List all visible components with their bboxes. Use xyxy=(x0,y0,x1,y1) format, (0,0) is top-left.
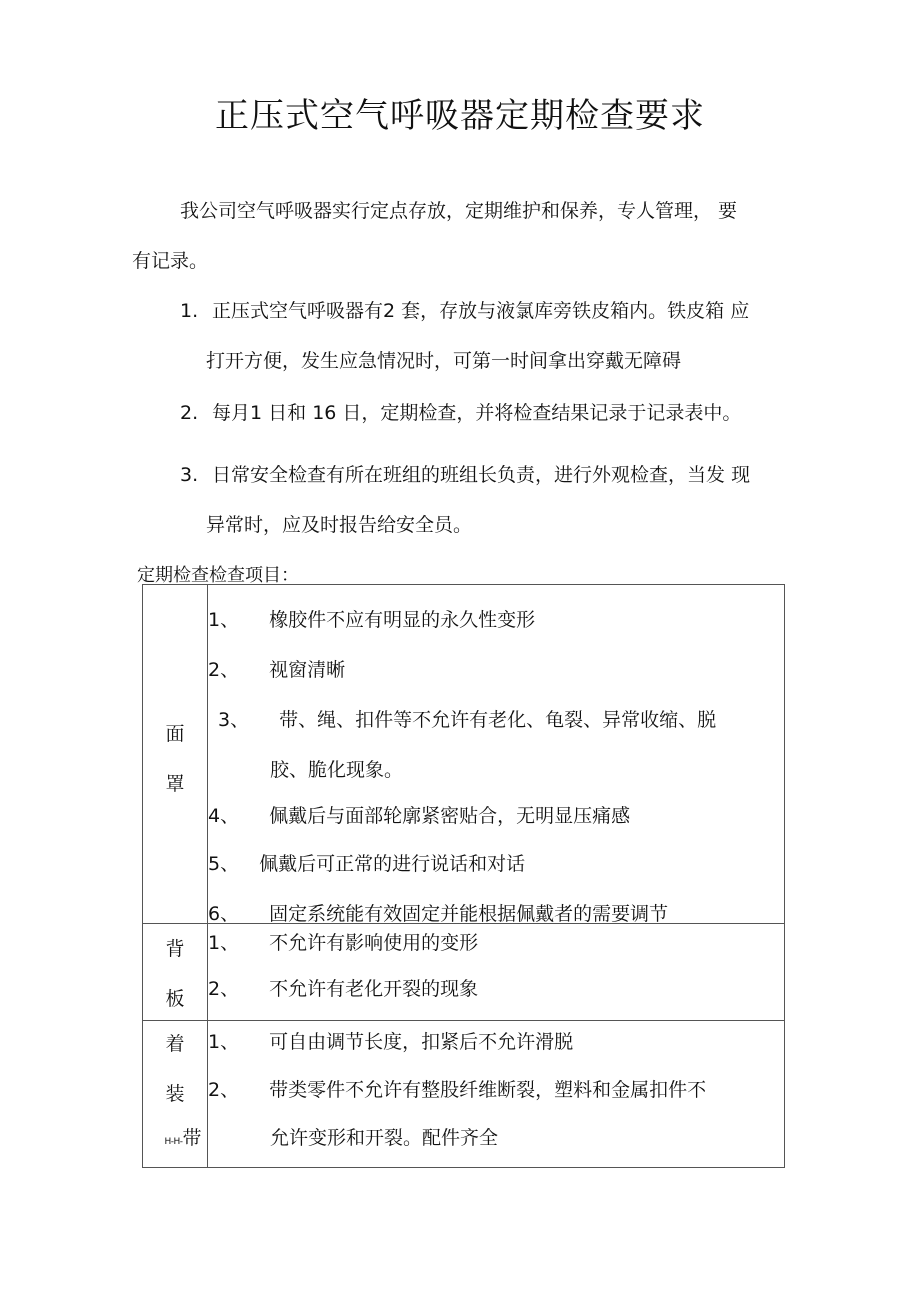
list-item: 3、 带、绳、扣件等不允许有老化、龟裂、异常收缩、脱 xyxy=(218,709,717,731)
point-number: 3. xyxy=(180,464,199,486)
point-3 xyxy=(180,460,750,487)
category-cell xyxy=(143,924,208,1021)
list-item-continuation: 允许变形和开裂。配件齐全 xyxy=(270,1127,499,1149)
inspection-table xyxy=(142,584,785,1168)
point-2 xyxy=(180,398,741,425)
point-number: 1. xyxy=(180,300,199,322)
list-item: 1、 不允许有影响使用的变形 xyxy=(208,932,479,954)
items-cell xyxy=(208,924,785,1021)
point-text: 每月1 日和 16 日，定期检查，并将检查结果记录于记录表中。 xyxy=(212,402,742,424)
page-title: 正压式空气呼吸器定期检查要求 xyxy=(215,96,705,136)
category-cell xyxy=(143,585,208,924)
intro-line-2: 有记录。 xyxy=(132,250,209,272)
list-item: 1、 橡胶件不应有明显的永久性变形 xyxy=(208,609,536,631)
items-cell xyxy=(208,585,785,924)
section-row-backplate xyxy=(143,924,785,1021)
category-char: H-H-带 xyxy=(164,1127,202,1149)
list-item: 6、 固定系统能有效固定并能根据佩戴者的需要调节 xyxy=(208,903,669,925)
point-1 xyxy=(180,296,749,323)
category-char: 装 xyxy=(165,1083,185,1105)
category-char: 面 xyxy=(165,723,185,745)
category-char: 罩 xyxy=(165,773,185,795)
category-char: 着 xyxy=(165,1033,185,1055)
list-item: 5、 佩戴后可正常的进行说话和对话 xyxy=(208,853,526,875)
point-text: 正压式空气呼吸器有2 套，存放与液氯库旁铁皮箱内。铁皮箱 应 xyxy=(212,300,750,322)
list-item: 1、 可自由调节长度，扣紧后不允许滑脱 xyxy=(208,1031,574,1053)
category-cell xyxy=(143,1021,208,1168)
category-mark: H-H- xyxy=(164,1137,183,1147)
items-cell xyxy=(208,1021,785,1168)
section-row-mask xyxy=(143,585,785,924)
point-text: 日常安全检查有所在班组的班组长负责，进行外观检查，当发 现 xyxy=(212,464,751,486)
list-item: 2、 带类零件不允许有整股纤维断裂，塑料和金属扣件不 xyxy=(208,1079,707,1101)
section-row-harness xyxy=(143,1021,785,1168)
list-item-continuation: 胶、脆化现象。 xyxy=(270,759,404,781)
category-char: 背 xyxy=(165,938,185,960)
list-item: 4、 佩戴后与面部轮廓紧密贴合，无明显压痛感 xyxy=(208,805,631,827)
list-item: 2、 不允许有老化开裂的现象 xyxy=(208,978,479,1000)
category-char: 板 xyxy=(165,988,185,1010)
point-1-continuation: 打开方便，发生应急情况时，可第一时间拿出穿戴无障碍 xyxy=(206,350,682,372)
list-item: 2、 视窗清晰 xyxy=(208,659,346,681)
intro-line-1: 我公司空气呼吸器实行定点存放，定期维护和保养，专人管理， 要 xyxy=(180,200,738,222)
point-3-continuation: 异常时，应及时报告给安全员。 xyxy=(206,514,473,536)
point-number: 2. xyxy=(180,402,199,424)
table-caption: 定期检查检查项目： xyxy=(137,565,299,586)
